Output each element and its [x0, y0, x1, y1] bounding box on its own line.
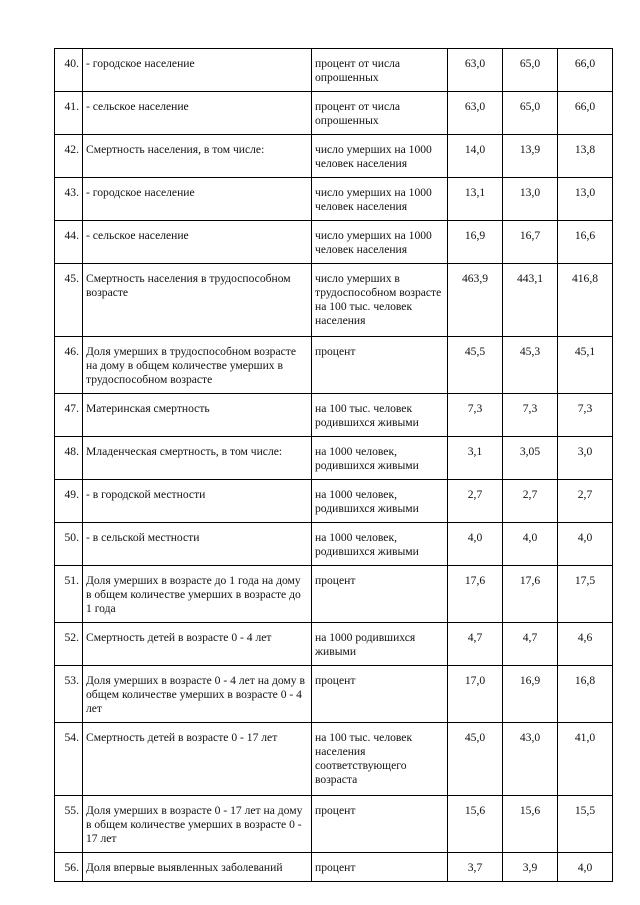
unit-of-measure: процент от числа опрошенных: [312, 92, 448, 135]
indicator-name: Младенческая смертность, в том числе:: [83, 437, 312, 480]
unit-of-measure: на 1000 человек, родившихся живыми: [312, 437, 448, 480]
row-number: 40.: [55, 49, 83, 92]
value-cell-3: 2,7: [558, 480, 613, 523]
value-cell-1: 3,7: [448, 853, 503, 882]
table-row: [55, 623, 613, 666]
value-cell-3: 16,6: [558, 221, 613, 264]
unit-of-measure: процент: [312, 796, 448, 853]
row-number: 50.: [55, 523, 83, 566]
indicator-name: Доля впервые выявленных заболеваний: [83, 853, 312, 882]
indicator-name: Доля умерших в возрасте 0 - 4 лет на дому в общем количестве умерших в возрасте 0 - 4 лет: [83, 666, 312, 723]
value-cell-1: 463,9: [448, 264, 503, 337]
value-cell-3: 17,5: [558, 566, 613, 623]
value-cell-2: 17,6: [503, 566, 558, 623]
unit-of-measure: число умерших на 1000 человек населения: [312, 221, 448, 264]
indicator-name: - в городской местности: [83, 480, 312, 523]
indicator-name: Смертность детей в возрасте 0 - 17 лет: [83, 723, 312, 796]
table-row: [55, 337, 613, 394]
table-row: [55, 437, 613, 480]
row-number: 41.: [55, 92, 83, 135]
indicator-name: - сельское население: [83, 221, 312, 264]
value-cell-3: 4,0: [558, 853, 613, 882]
value-cell-1: 4,7: [448, 623, 503, 666]
table-row: [55, 723, 613, 796]
value-cell-3: 41,0: [558, 723, 613, 796]
value-cell-1: 16,9: [448, 221, 503, 264]
indicator-name: Доля умерших в возрасте до 1 года на дому в общем количестве умерших в возрасте до 1 года: [83, 566, 312, 623]
row-number: 45.: [55, 264, 83, 337]
indicator-name: Доля умерших в трудоспособном возрасте на дому в общем количестве умерших в трудоспособном возрасте: [83, 337, 312, 394]
row-number: 44.: [55, 221, 83, 264]
value-cell-2: 45,3: [503, 337, 558, 394]
indicators-table-body: [55, 49, 613, 882]
indicator-name: - сельское население: [83, 92, 312, 135]
row-number: 48.: [55, 437, 83, 480]
unit-of-measure: на 1000 человек, родившихся живыми: [312, 523, 448, 566]
unit-of-measure: число умерших в трудоспособном возрасте на 100 тыс. человек населения: [312, 264, 448, 337]
value-cell-3: 13,0: [558, 178, 613, 221]
table-row: [55, 523, 613, 566]
value-cell-1: 15,6: [448, 796, 503, 853]
value-cell-1: 17,6: [448, 566, 503, 623]
row-number: 56.: [55, 853, 83, 882]
unit-of-measure: на 100 тыс. человек родившихся живыми: [312, 394, 448, 437]
value-cell-2: 4,7: [503, 623, 558, 666]
value-cell-2: 3,05: [503, 437, 558, 480]
row-number: 53.: [55, 666, 83, 723]
indicator-name: Доля умерших в возрасте 0 - 17 лет на дому в общем количестве умерших в возрасте 0 - 17 лет: [83, 796, 312, 853]
indicator-name: Смертность детей в возрасте 0 - 4 лет: [83, 623, 312, 666]
value-cell-1: 7,3: [448, 394, 503, 437]
indicator-name: Смертность населения, в том числе:: [83, 135, 312, 178]
table-row: [55, 135, 613, 178]
value-cell-2: 443,1: [503, 264, 558, 337]
unit-of-measure: процент от числа опрошенных: [312, 49, 448, 92]
table-row: [55, 853, 613, 882]
value-cell-3: 4,0: [558, 523, 613, 566]
value-cell-2: 65,0: [503, 49, 558, 92]
table-row: [55, 221, 613, 264]
row-number: 49.: [55, 480, 83, 523]
unit-of-measure: процент: [312, 666, 448, 723]
table-row: [55, 394, 613, 437]
indicator-name: Материнская смертность: [83, 394, 312, 437]
value-cell-2: 16,7: [503, 221, 558, 264]
value-cell-2: 7,3: [503, 394, 558, 437]
row-number: 54.: [55, 723, 83, 796]
value-cell-1: 3,1: [448, 437, 503, 480]
value-cell-3: 7,3: [558, 394, 613, 437]
value-cell-1: 4,0: [448, 523, 503, 566]
value-cell-1: 14,0: [448, 135, 503, 178]
value-cell-2: 16,9: [503, 666, 558, 723]
unit-of-measure: процент: [312, 566, 448, 623]
row-number: 47.: [55, 394, 83, 437]
unit-of-measure: число умерших на 1000 человек населения: [312, 135, 448, 178]
table-row: [55, 49, 613, 92]
row-number: 51.: [55, 566, 83, 623]
row-number: 43.: [55, 178, 83, 221]
unit-of-measure: процент: [312, 337, 448, 394]
value-cell-3: 66,0: [558, 49, 613, 92]
value-cell-2: 65,0: [503, 92, 558, 135]
value-cell-2: 4,0: [503, 523, 558, 566]
value-cell-3: 13,8: [558, 135, 613, 178]
value-cell-1: 2,7: [448, 480, 503, 523]
unit-of-measure: на 100 тыс. человек населения соответствующего возраста: [312, 723, 448, 796]
unit-of-measure: на 1000 родившихся живыми: [312, 623, 448, 666]
unit-of-measure: процент: [312, 853, 448, 882]
value-cell-2: 2,7: [503, 480, 558, 523]
indicators-table: [54, 48, 613, 882]
indicator-name: Смертность населения в трудоспособном возрасте: [83, 264, 312, 337]
value-cell-3: 4,6: [558, 623, 613, 666]
value-cell-3: 3,0: [558, 437, 613, 480]
row-number: 42.: [55, 135, 83, 178]
value-cell-2: 15,6: [503, 796, 558, 853]
value-cell-1: 17,0: [448, 666, 503, 723]
value-cell-3: 15,5: [558, 796, 613, 853]
row-number: 52.: [55, 623, 83, 666]
value-cell-1: 45,0: [448, 723, 503, 796]
row-number: 46.: [55, 337, 83, 394]
table-row: [55, 566, 613, 623]
row-number: 55.: [55, 796, 83, 853]
value-cell-2: 13,9: [503, 135, 558, 178]
indicator-name: - городское население: [83, 178, 312, 221]
table-row: [55, 666, 613, 723]
value-cell-1: 63,0: [448, 92, 503, 135]
table-row: [55, 480, 613, 523]
value-cell-3: 16,8: [558, 666, 613, 723]
table-row: [55, 264, 613, 337]
value-cell-2: 13,0: [503, 178, 558, 221]
indicator-name: - в сельской местности: [83, 523, 312, 566]
unit-of-measure: на 1000 человек, родившихся живыми: [312, 480, 448, 523]
value-cell-3: 45,1: [558, 337, 613, 394]
table-row: [55, 92, 613, 135]
value-cell-3: 416,8: [558, 264, 613, 337]
value-cell-1: 45,5: [448, 337, 503, 394]
value-cell-2: 3,9: [503, 853, 558, 882]
value-cell-1: 63,0: [448, 49, 503, 92]
table-row: [55, 178, 613, 221]
value-cell-2: 43,0: [503, 723, 558, 796]
value-cell-1: 13,1: [448, 178, 503, 221]
value-cell-3: 66,0: [558, 92, 613, 135]
unit-of-measure: число умерших на 1000 человек населения: [312, 178, 448, 221]
indicator-name: - городское население: [83, 49, 312, 92]
table-row: [55, 796, 613, 853]
